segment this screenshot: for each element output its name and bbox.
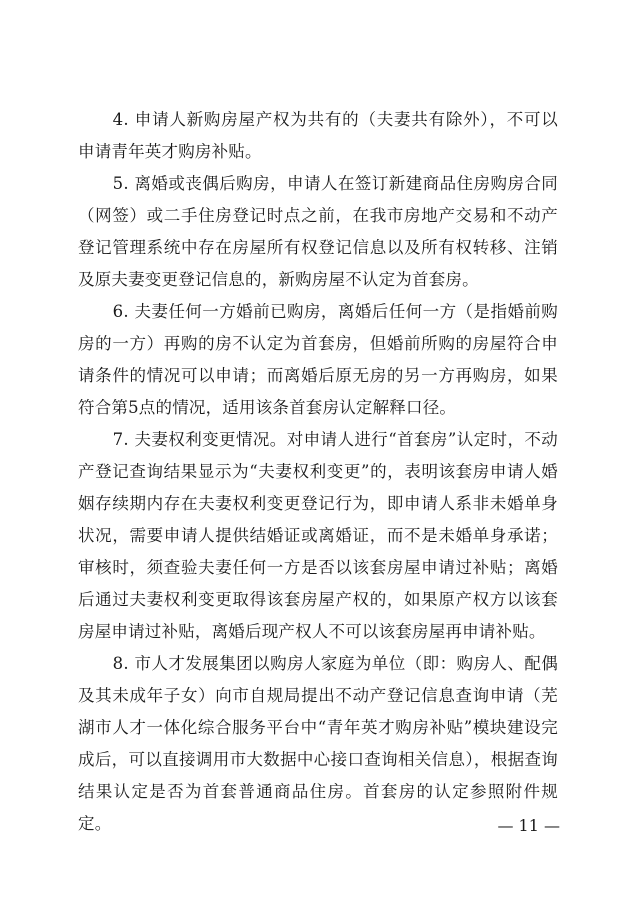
paragraph-item-5: 5. 离婚或丧偶后购房，申请人在签订新建商品住房购房合同（网签）或二手住房登记时点之前，在我市房地产交易和不动产登记管理系统中存在房屋所有权登记信息以及所有权转移、注销及原夫妻变更登记信息的，新购房屋不认定为首套房。 — [78, 174, 558, 289]
page-number: — 11 — — [497, 816, 560, 835]
document-body — [78, 104, 558, 840]
paragraph-item-6: 6. 夫妻任何一方婚前已购房，离婚后任何一方（是指婚前购房的一方）再购的房不认定为首套房，但婚前所购的房屋符合申请条件的情况可以申请；而离婚后原无房的另一方再购房，如果符合第5点的情况，适用该条首套房认定解释口径。 — [78, 302, 558, 417]
paragraph-item-4: 4. 申请人新购房屋产权为共有的（夫妻共有除外），不可以申请青年英才购房补贴。 — [78, 110, 558, 161]
paragraph-item-8: 8. 市人才发展集团以购房人家庭为单位（即：购房人、配偶及其未成年子女）向市自规局提出不动产登记信息查询申请（芜湖市人才一体化综合服务平台中“青年英才购房补贴”模块建设完成后，可以直接调用市大数据中心接口查询相关信息），根据查询结果认定是否为首套普通商品住房。首套房的认定参照附件规定。 — [78, 654, 558, 833]
paragraph-item-7: 7. 夫妻权利变更情况。对申请人进行“首套房”认定时，不动产登记查询结果显示为“夫妻权利变更”的，表明该套房申请人婚姻存续期内存在夫妻权利变更登记行为，即申请人系非未婚单身状况，需要申请人提供结婚证或离婚证，而不是未婚单身承诺；审核时，须查验夫妻任何一方是否以该套房屋申请过补贴；离婚后通过夫妻权利变更取得该套房屋产权的，如果原产权方以该套房屋申请过补贴，离婚后现产权人不可以该套房屋再申请补贴。 — [78, 430, 558, 641]
